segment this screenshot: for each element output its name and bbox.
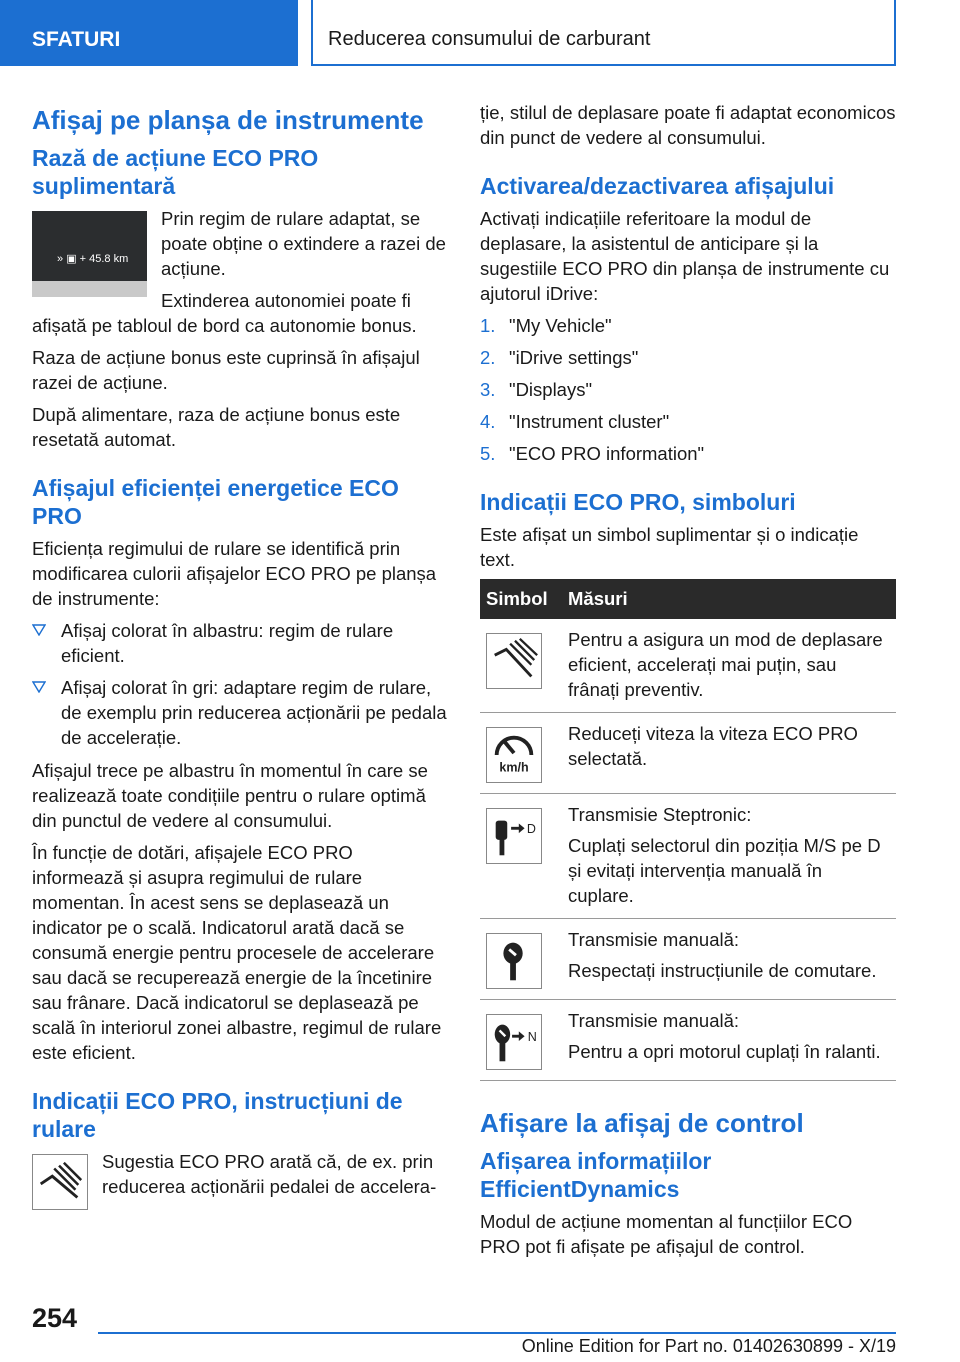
- edition-text: Online Edition for Part no. 01402630899 - X/19: [521, 1336, 896, 1356]
- list-item: Afișaj colorat în albastru: regim de rulare eficient.: [32, 618, 447, 668]
- right-column: [480, 100, 896, 1266]
- svg-text:km/h: km/h: [499, 760, 529, 775]
- cluster-strip: [32, 281, 147, 297]
- chapter-title: Reducerea consumului de carburant: [311, 0, 896, 66]
- symbols-paragraph: Este afișat un simbol suplimentar și o indicație text.: [480, 524, 859, 570]
- idrive-steps: [480, 313, 896, 466]
- gear-lever-shift-icon: [486, 933, 542, 989]
- table-row: [480, 1000, 896, 1081]
- table-row: [480, 794, 896, 919]
- list-item: 3. "Displays": [480, 379, 593, 400]
- measure-text: Reduceți viteza la viteza ECO PRO selectată.: [568, 723, 858, 769]
- fuel-pump-icon: ▣: [66, 253, 77, 265]
- efficiency-paragraph-2: Afișajul trece pe albastru în momentul în care se realizează toate condițiile pentru o rulare optimă din punctul de vedere al consumului.: [32, 760, 428, 831]
- triangle-bullet-icon: [32, 624, 46, 636]
- efficiency-paragraph-3: În funcție de dotări, afișajele ECO PRO informează și asupra regimului de rulare momentan. În acest sens se deplasează un indicator pe o scală. Indicatorul arată dacă se consumă energie pentru procesele de accelerare sau dacă se recuperează energie de la încetinire sau frânare. Dacă indicatorul se deplasează pe scală în interiorul zonei albastre, regimul de rulare este eficient.: [32, 842, 442, 1063]
- measure-title: Transmisie Steptronic:: [568, 804, 752, 825]
- range-paragraph-1: Prin regim de rulare adaptat, se poate obține o extindere a razei de acțiune.: [161, 208, 446, 279]
- range-heading: Rază de acțiune ECO PRO suplimentară: [32, 145, 319, 199]
- table-header-row: [480, 579, 896, 619]
- range-paragraph-3: Raza de acțiune bonus este cuprinsă în afișajul razei de acțiune.: [32, 347, 420, 393]
- efficiency-paragraph-1: Eficiența regimului de rulare se identifică prin modificarea culorii afișajelor ECO PRO pe planșa de instrumente:: [32, 538, 437, 609]
- table-row: [480, 713, 896, 794]
- svg-text:D: D: [526, 822, 536, 837]
- measure-title: Transmisie manuală:: [568, 929, 740, 950]
- page-title: Afișaj pe planșa de instrumente: [32, 105, 424, 135]
- list-item: 4. "Instrument cluster": [480, 411, 670, 432]
- triangle-bullet-icon: [32, 681, 46, 693]
- list-item: 2. "iDrive settings": [480, 347, 639, 368]
- range-paragraph-2: Extinderea autonomiei poate fi afișată pe tabloul de bord ca autonomie bonus.: [32, 290, 417, 336]
- continued-paragraph: ție, stilul de deplasare poate fi adaptat economicos din punct de vedere al consumului.: [480, 102, 896, 148]
- svg-text:N: N: [527, 1030, 537, 1045]
- page-header: [0, 0, 960, 66]
- range-paragraph-4: După alimentare, raza de acțiune bonus este resetată automat.: [32, 404, 401, 450]
- tips-paragraph-1: Sugestia ECO PRO arată că, de ex. prin reducerea acționării pedalei de accelera-: [102, 1151, 437, 1197]
- info-heading: Afișarea informațiilor EfficientDynamics: [480, 1148, 712, 1202]
- list-item: 5. "ECO PRO information": [480, 443, 705, 464]
- control-display-title: Afișare la afișaj de control: [480, 1108, 804, 1138]
- column-header-measures: Măsuri: [562, 579, 896, 619]
- symbols-table: [480, 579, 896, 1081]
- range-readout: » ▣ + 45.8 km: [57, 253, 129, 265]
- pedal-release-icon: [486, 633, 542, 689]
- left-column: [32, 100, 447, 1214]
- list-item: Afișaj colorat în gri: adaptare regim de rulare, de exemplu prin reducerea acționării pe pedala de accelerație.: [32, 675, 447, 750]
- pedal-release-icon: [32, 1154, 88, 1210]
- footer-divider: [98, 1332, 896, 1334]
- measure-text: Pentru a opri motorul cuplați în ralanti.: [568, 1041, 881, 1062]
- info-paragraph: Modul de acțiune momentan al funcțiilor ECO PRO pot fi afișate pe afișajul de control.: [480, 1211, 853, 1257]
- activate-paragraph: Activați indicațiile referitoare la modul de deplasare, la asistentul de anticipare și la sugestiile ECO PRO din planșa de instrumente cu ajutorul iDrive:: [480, 208, 890, 304]
- speedometer-kmh-icon: [486, 727, 542, 783]
- gear-lever-d-icon: [486, 808, 542, 864]
- activate-heading: Activarea/dezactivarea afișajului: [480, 173, 835, 199]
- eco-arrows-icon: »: [57, 253, 64, 265]
- tips-heading: Indicații ECO PRO, instrucțiuni de rulare: [32, 1088, 403, 1142]
- measure-text: Pentru a asigura un mod de deplasare eficient, accelerați mai puțin, sau frânați preventiv.: [568, 629, 883, 700]
- measure-text: Cuplați selectorul din poziția M/S pe D și evitați intervenția manuală în cuplare.: [568, 835, 881, 906]
- cluster-range-image: [32, 211, 147, 297]
- efficiency-heading: Afișajul eficienței energetice ECO PRO: [32, 475, 399, 529]
- section-tab: SFATURI: [0, 0, 298, 66]
- table-row: [480, 919, 896, 1000]
- measure-title: Transmisie manuală:: [568, 1010, 740, 1031]
- efficiency-bullets: [32, 618, 447, 750]
- page-number: 254: [32, 1303, 78, 1333]
- measure-text: Respectați instrucțiunile de comutare.: [568, 960, 877, 981]
- symbols-heading: Indicații ECO PRO, simboluri: [480, 489, 796, 515]
- column-header-symbol: Simbol: [480, 579, 562, 619]
- list-item: 1. "My Vehicle": [480, 315, 612, 336]
- gear-lever-n-icon: [486, 1014, 542, 1070]
- table-row: [480, 619, 896, 713]
